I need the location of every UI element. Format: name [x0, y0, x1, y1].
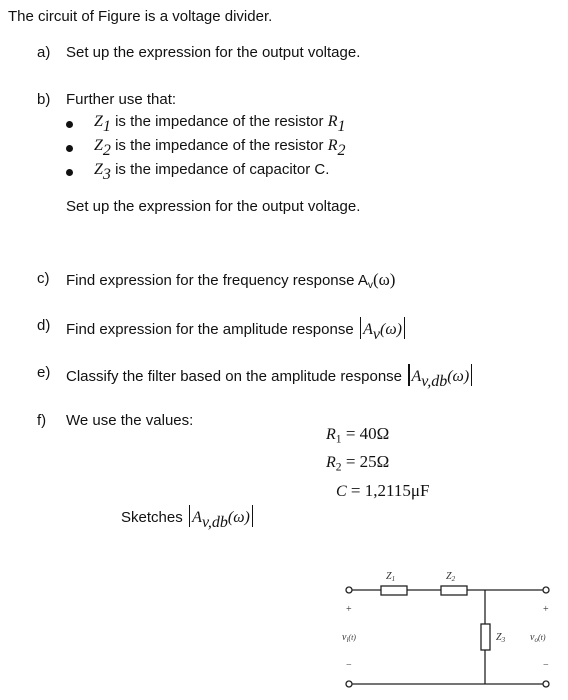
value-r1: $R_1 = 40\Omega$ — [326, 424, 390, 446]
intro-text: The circuit of Figure is a voltage divider. — [8, 8, 273, 25]
part-f-text: We use the values: — [66, 412, 194, 429]
part-f-label: f) — [37, 412, 47, 429]
svg-text:−: − — [346, 660, 352, 671]
part-d-text: Find expression for the amplitude response $A_v(\omega)$ — [66, 317, 407, 339]
part-e-text: Classify the filter based on the amplitude response $A_{v,db}(\omega)$ — [66, 364, 474, 386]
z1-resistor — [381, 586, 407, 595]
part-d-label: d) — [37, 317, 51, 334]
part-b-text: Further use that: — [66, 91, 177, 108]
svg-text:+: + — [543, 604, 549, 615]
bullet-2-text: $Z_2$ is the impedance of the resistor $R_2$ — [94, 137, 346, 159]
part-e-label: e) — [37, 364, 51, 381]
part-a-text: Set up the expression for the output voltage. — [66, 44, 361, 61]
svg-text:Z1: $Z_1$ — [386, 571, 396, 583]
sketch-text: Sketches $A_{v,db}(\omega)$ — [121, 505, 255, 527]
svg-text:Z2: $Z_2$ — [446, 571, 456, 583]
svg-text:Z3: $Z_3$ — [496, 632, 506, 644]
bullet-1-text: $Z_1$ is the impedance of the resistor $R_1$ — [94, 113, 346, 135]
part-c-label: c) — [37, 270, 50, 287]
part-a-label: a) — [37, 44, 51, 61]
part-b-followup: Set up the expression for the output voltage. — [66, 198, 361, 215]
z3-resistor — [481, 624, 490, 650]
svg-text:+: + — [346, 604, 352, 615]
svg-text:−: − — [543, 660, 549, 671]
svg-text:vo(t): $v_o^{(t)}$ — [530, 632, 546, 644]
part-c-text: Find expression for the frequency response $A_v(\omega)$ — [66, 270, 396, 292]
bullet-3-text: $Z_3$ is the impedance of capacitor C. — [94, 161, 330, 183]
value-r2: $R_2 = 25\Omega$ — [326, 452, 390, 474]
svg-text:vi(t): $v_i^{(t)}$ — [342, 632, 356, 644]
value-c: C = 1,2115μF — [336, 481, 430, 500]
part-b-label: b) — [37, 91, 51, 108]
z2-resistor — [441, 586, 467, 595]
